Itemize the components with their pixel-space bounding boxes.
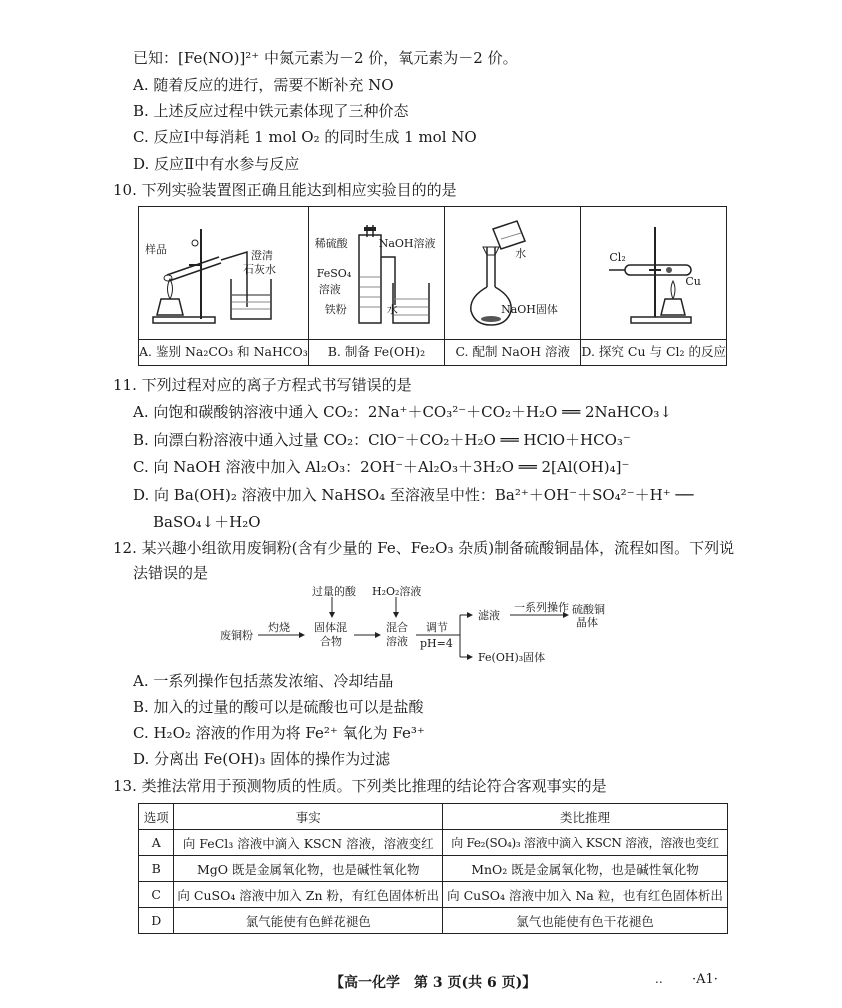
row-d-analogy: 氯气也能使有色干花褪色 — [443, 908, 728, 934]
label-water-c: 水 — [515, 247, 527, 260]
label-naoh-solid: NaOH固体 — [501, 303, 558, 316]
q9-option-a: A. 随着反应的进行，需要不断补充 NO — [133, 76, 394, 94]
apparatus-d-drawing — [581, 207, 728, 339]
flow-crystal-1: 硫酸铜 — [572, 603, 605, 616]
process-flowchart — [220, 585, 605, 670]
caption-c: C. 配制 NaOH 溶液 — [445, 339, 581, 365]
flow-mix-sol-2: 溶液 — [386, 635, 408, 648]
q13-stem: 13. 类推法常用于预测物质的性质。下列类比推理的结论符合客观事实的是 — [113, 777, 607, 795]
flow-ph: pH=4 — [420, 637, 453, 650]
table-row — [139, 856, 728, 882]
label-sample: 样品 — [145, 243, 167, 256]
table-row — [139, 882, 728, 908]
q11-option-d-continued: BaSO₄↓＋H₂O — [153, 513, 261, 531]
row-d-option: D — [139, 908, 174, 934]
flow-mix-sol-1: 混合 — [386, 621, 408, 634]
q9-option-d: D. 反应Ⅱ中有水参与反应 — [133, 155, 300, 173]
row-a-analogy: 向 Fe₂(SO₄)₃ 溶液中滴入 KSCN 溶液，溶液也变红 — [443, 830, 728, 856]
label-feso4-2: 溶液 — [318, 283, 341, 296]
row-c-option: C — [139, 882, 174, 908]
header-fact: 事实 — [174, 804, 443, 830]
row-a-fact: 向 FeCl₃ 溶液中滴入 KSCN 溶液，溶液变红 — [174, 830, 443, 856]
q11-option-d: D. 向 Ba(OH)₂ 溶液中加入 NaHSO₄ 至溶液呈中性：Ba²⁺＋OH⁻＋SO₄²⁻＋H⁺ ── — [133, 486, 694, 504]
q11-option-b: B. 向漂白粉溶液中通入过量 CO₂：ClO⁻＋CO₂＋H₂O ══ HClO＋HCO₃⁻ — [133, 431, 631, 449]
q11-option-c: C. 向 NaOH 溶液中加入 Al₂O₃：2OH⁻＋Al₂O₃＋3H₂O ══ 2[Al(OH)₄]⁻ — [133, 458, 630, 476]
q12-option-b: B. 加入的过量的酸可以是硫酸也可以是盐酸 — [133, 698, 424, 716]
header-option: 选项 — [139, 804, 174, 830]
q12-stem-line2: 法错误的是 — [133, 564, 209, 582]
page-footer — [0, 972, 842, 994]
apparatus-b — [309, 207, 445, 339]
known-condition: 已知：[Fe(NO)]²⁺ 中氮元素为－2 价，氧元素为－2 价。 — [133, 49, 518, 67]
flow-feoh3-solid: Fe(OH)₃固体 — [478, 651, 546, 664]
footer-dots: .. — [655, 972, 663, 986]
row-b-analogy: MnO₂ 既是金属氧化物，也是碱性氧化物 — [443, 856, 728, 882]
q10-stem: 10. 下列实验装置图正确且能达到相应实验目的的是 — [113, 181, 457, 199]
flow-solid-mix-2: 合物 — [320, 635, 342, 648]
q11-option-a: A. 向饱和碳酸钠溶液中通入 CO₂：2Na⁺＋CO₃²⁻＋CO₂＋H₂O ══ 2NaHCO₃↓ — [133, 403, 672, 421]
flow-h2o2: H₂O₂溶液 — [372, 585, 422, 598]
q9-option-c: C. 反应Ⅰ中每消耗 1 mol O₂ 的同时生成 1 mol NO — [133, 128, 477, 146]
caption-d: D. 探究 Cu 与 Cl₂ 的反应 — [581, 339, 726, 365]
apparatus-c — [445, 207, 581, 339]
q12-option-c: C. H₂O₂ 溶液的作用为将 Fe²⁺ 氧化为 Fe³⁺ — [133, 724, 425, 742]
label-iron-powder: 铁粉 — [324, 303, 347, 316]
caption-a: A. 鉴别 Na₂CO₃ 和 NaHCO₃ — [139, 339, 309, 365]
label-cu: Cu — [685, 275, 701, 288]
q12-option-d: D. 分离出 Fe(OH)₃ 固体的操作为过滤 — [133, 750, 391, 768]
label-water-b: 水 — [386, 303, 398, 316]
table-row — [139, 908, 728, 934]
label-limewater-1: 澄清 — [251, 249, 273, 262]
flow-adjust: 调节 — [426, 621, 448, 634]
flow-waste-copper: 废铜粉 — [220, 629, 253, 642]
row-c-analogy: 向 CuSO₄ 溶液中加入 Na 粒，也有红色固体析出 — [443, 882, 728, 908]
label-naoh-solution: NaOH溶液 — [378, 237, 436, 250]
caption-b: B. 制备 Fe(OH)₂ — [309, 339, 445, 365]
label-limewater-2: 石灰水 — [243, 263, 276, 276]
flow-excess-acid: 过量的酸 — [312, 585, 356, 598]
label-cl2: Cl₂ — [609, 251, 626, 264]
footer-code: ·A1· — [692, 972, 718, 987]
analogy-header-row — [139, 804, 728, 830]
q12-option-a: A. 一系列操作包括蒸发浓缩、冷却结晶 — [133, 672, 394, 690]
row-b-fact: MgO 既是金属氧化物，也是碱性氧化物 — [174, 856, 443, 882]
row-b-option: B — [139, 856, 174, 882]
q12-stem-line1: 12. 某兴趣小组欲用废铜粉(含有少量的 Fe、Fe₂O₃ 杂质)制备硫酸铜晶体，流程如图。下列说 — [113, 539, 735, 557]
apparatus-d — [581, 207, 726, 339]
flow-filtrate: 滤液 — [478, 609, 500, 622]
label-dilute-h2so4: 稀硫酸 — [314, 237, 348, 250]
table-row — [139, 830, 728, 856]
flow-crystal-2: 晶体 — [576, 616, 598, 629]
q9-option-b: B. 上述反应过程中铁元素体现了三种价态 — [133, 102, 409, 120]
header-analogy: 类比推理 — [443, 804, 728, 830]
row-d-fact: 氯气能使有色鲜花褪色 — [174, 908, 443, 934]
footer-page-info: 【高一化学 第 3 页(共 6 页)】 — [330, 975, 537, 991]
row-c-fact: 向 CuSO₄ 溶液中加入 Zn 粉，有红色固体析出 — [174, 882, 443, 908]
apparatus-c-drawing — [445, 207, 592, 339]
flow-series-ops: 一系列操作 — [514, 601, 569, 614]
label-feso4-1: FeSO₄ — [316, 267, 352, 280]
flow-solid-mix-1: 固体混 — [314, 621, 347, 634]
row-a-option: A — [139, 830, 174, 856]
flow-burn: 灼烧 — [268, 621, 290, 634]
q11-stem: 11. 下列过程对应的离子方程式书写错误的是 — [113, 376, 412, 394]
apparatus-a — [139, 207, 309, 339]
apparatus-table — [138, 206, 727, 366]
analogy-table — [138, 803, 728, 934]
